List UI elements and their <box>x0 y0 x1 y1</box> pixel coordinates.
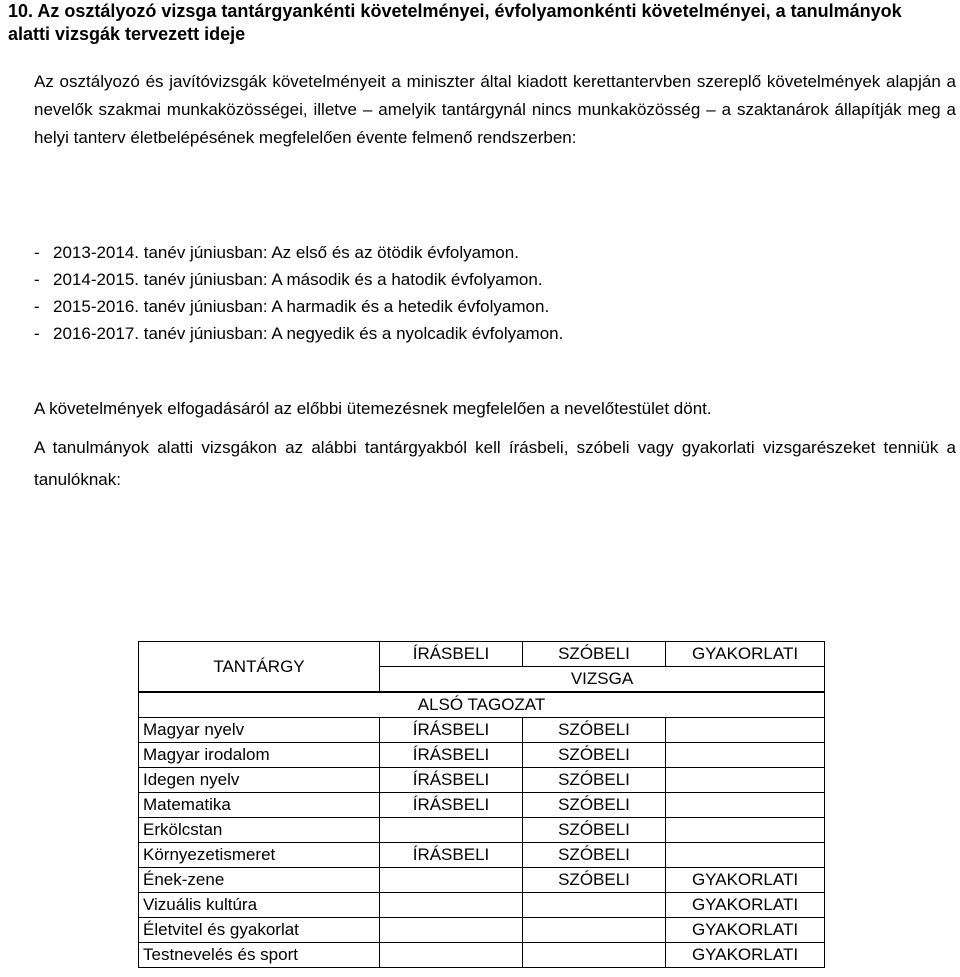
list-bullet: - <box>34 297 40 316</box>
cell-subject: Vizuális kultúra <box>139 893 380 918</box>
cell-written: ÍRÁSBELI <box>380 843 523 868</box>
cell-subject: Környezetismeret <box>139 843 380 868</box>
list-bullet: - <box>34 324 40 343</box>
cell-oral: SZÓBELI <box>523 743 666 768</box>
cell-oral: SZÓBELI <box>523 768 666 793</box>
section-label: ALSÓ TAGOZAT <box>139 692 825 718</box>
acceptance-paragraph: A követelmények elfogadásáról az előbbi ütemezésnek megfelelően a nevelőtestület dönt. <box>34 399 712 418</box>
cell-practical: GYAKORLATI <box>666 918 825 943</box>
list-item-text: 2016-2017. tanév júniusban: A negyedik és a nyolcadik évfolyamon. <box>53 324 564 343</box>
cell-practical <box>666 843 825 868</box>
cell-practical: GYAKORLATI <box>666 943 825 968</box>
table-section-row <box>139 692 825 718</box>
cell-practical <box>666 793 825 818</box>
header-oral: SZÓBELI <box>523 642 666 667</box>
cell-subject: Magyar nyelv <box>139 718 380 743</box>
cell-written <box>380 918 523 943</box>
table-row <box>139 743 825 768</box>
cell-subject: Testnevelés és sport <box>139 943 380 968</box>
table-row <box>139 818 825 843</box>
cell-written: ÍRÁSBELI <box>380 768 523 793</box>
cell-practical <box>666 743 825 768</box>
table-row <box>139 868 825 893</box>
table-row <box>139 943 825 968</box>
cell-written <box>380 943 523 968</box>
cell-oral: SZÓBELI <box>523 868 666 893</box>
table-row <box>139 768 825 793</box>
cell-subject: Életvitel és gyakorlat <box>139 918 380 943</box>
exam-requirements-table <box>138 641 825 968</box>
cell-practical <box>666 718 825 743</box>
cell-written <box>380 868 523 893</box>
header-subject: TANTÁRGY <box>139 642 380 693</box>
cell-written <box>380 818 523 843</box>
table-row <box>139 793 825 818</box>
list-item <box>34 239 563 266</box>
list-item-text: 2014-2015. tanév júniusban: A második és a hatodik évfolyamon. <box>53 270 543 289</box>
cell-oral <box>523 943 666 968</box>
cell-oral: SZÓBELI <box>523 793 666 818</box>
cell-practical: GYAKORLATI <box>666 868 825 893</box>
schedule-list <box>34 239 563 347</box>
cell-oral <box>523 918 666 943</box>
section-heading: 10. Az osztályozó vizsga tantárgyankénti követelményei, évfolyamonkénti követelményei, a tanulmányok alatti vizsgák tervezett ideje <box>8 1 902 44</box>
cell-oral: SZÓBELI <box>523 718 666 743</box>
cell-subject: Matematika <box>139 793 380 818</box>
list-item <box>34 293 563 320</box>
cell-subject: Magyar irodalom <box>139 743 380 768</box>
cell-subject: Erkölcstan <box>139 818 380 843</box>
header-exam: VIZSGA <box>380 667 825 693</box>
table-row <box>139 893 825 918</box>
list-item-text: 2015-2016. tanév júniusban: A harmadik és a hetedik évfolyamon. <box>53 297 550 316</box>
exams-intro-paragraph: A tanulmányok alatti vizsgákon az alábbi tantárgyakból kell írásbeli, szóbeli vagy gyakorlati vizsgarészeket tenniük a tanulóknak: <box>34 438 956 489</box>
table-row <box>139 918 825 943</box>
intro-paragraph: Az osztályozó és javítóvizsgák követelményeit a miniszter által kiadott kerettantervben szereplő követelmények alapján a nevelők szakmai munkaközösségei, illetve – amelyik tantárgynál nincs munkaközösség – a szaktanárok állapítják meg a helyi tanterv életbelépésének megfelelően évente felmenő rendszerben: <box>34 72 956 147</box>
list-item <box>34 266 563 293</box>
cell-written: ÍRÁSBELI <box>380 743 523 768</box>
table-row <box>139 843 825 868</box>
cell-practical <box>666 768 825 793</box>
header-written: ÍRÁSBELI <box>380 642 523 667</box>
cell-practical <box>666 818 825 843</box>
list-item <box>34 320 563 347</box>
cell-written: ÍRÁSBELI <box>380 718 523 743</box>
cell-written <box>380 893 523 918</box>
cell-oral <box>523 893 666 918</box>
cell-written: ÍRÁSBELI <box>380 793 523 818</box>
cell-practical: GYAKORLATI <box>666 893 825 918</box>
table-row <box>139 718 825 743</box>
cell-subject: Ének-zene <box>139 868 380 893</box>
list-bullet: - <box>34 270 40 289</box>
cell-subject: Idegen nyelv <box>139 768 380 793</box>
list-bullet: - <box>34 243 40 262</box>
list-item-text: 2013-2014. tanév júniusban: Az első és az ötödik évfolyamon. <box>53 243 519 262</box>
cell-oral: SZÓBELI <box>523 818 666 843</box>
table-header-row <box>139 642 825 667</box>
header-practical: GYAKORLATI <box>666 642 825 667</box>
cell-oral: SZÓBELI <box>523 843 666 868</box>
